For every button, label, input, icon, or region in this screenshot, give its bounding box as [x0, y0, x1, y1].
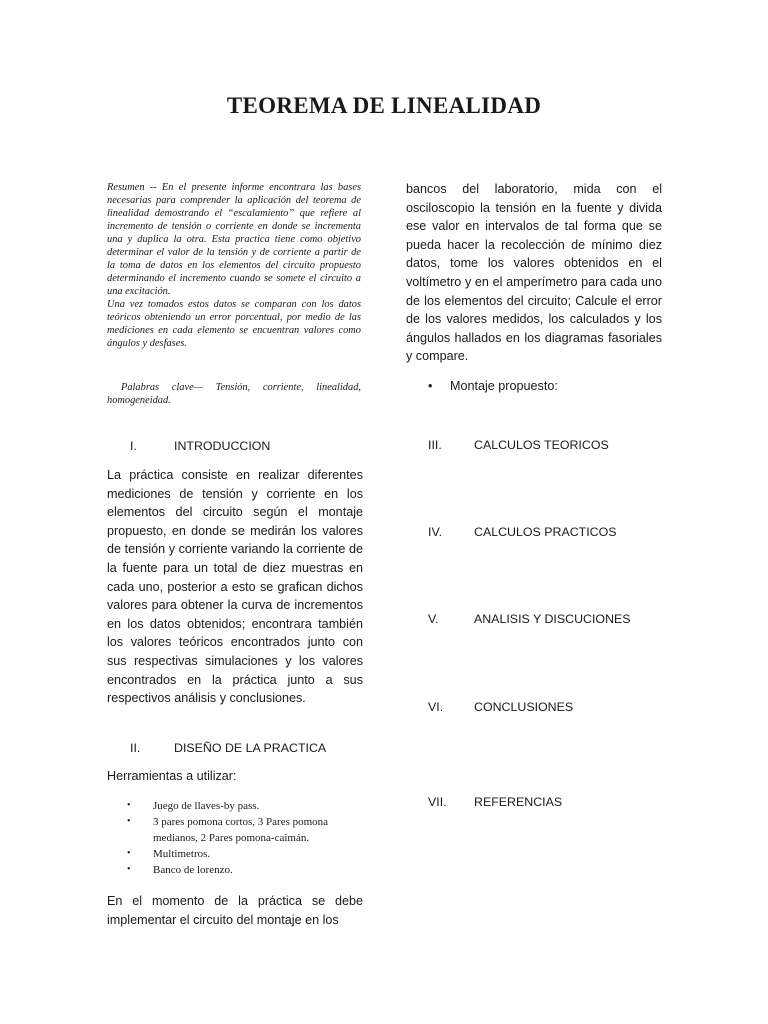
list-item — [107, 846, 363, 862]
section-number: VII. — [428, 795, 447, 809]
bullet-icon: • — [127, 864, 131, 875]
list-item-text: 3 pares pomona cortos, 3 Pares pomona medianos, 2 Pares pomona-caimán. — [153, 816, 329, 844]
abstract — [107, 181, 361, 350]
section-title: CALCULOS PRACTICOS — [474, 525, 617, 539]
paragraph: La práctica consiste en realizar diferentes mediciones de tensión y corriente en los elementos del circuito según el montaje propuesto, en donde se medirán los valores de tensión y corriente variando la corriente de la fuente para un total de diez muestras en cada uno, posterior a esto se grafican dichos valores para obtener la curva de incrementos en los datos obtenidos; encontrara también los valores teóricos encontrados junto con sus respectivas simulaciones y los valores encontrados en la práctica junto a sus respectivos análisis y conclusiones. — [107, 468, 363, 706]
bullet-icon: • — [127, 848, 131, 859]
paragraph: bancos del laboratorio, mida con el osciloscopio la tensión en la fuente y divida ese valor en intervalos de tal forma que se pueda hacer la recolección de mínimo diez datos, tome los valores obtenidos en el voltímetro y en el amperímetro para cada uno de los elementos del circuito; Calcule el error de los valores medidos, los calculados y los ángulos hallados en los diagramas fasoriales y compare. — [406, 182, 662, 364]
section-number: III. — [428, 438, 442, 452]
section-number: I. — [130, 439, 137, 453]
section-title: REFERENCIAS — [474, 795, 563, 809]
right-column-paragraph — [406, 180, 662, 366]
bullet-icon: • — [127, 800, 131, 811]
list-item — [107, 814, 363, 846]
section-title: INTRODUCCION — [174, 439, 271, 453]
section-number: VI. — [428, 700, 444, 714]
section-title: DISEÑO DE LA PRACTICA — [174, 741, 327, 755]
section-number: V. — [428, 612, 439, 626]
paragraph: En el momento de la práctica se debe implementar el circuito del montaje en los — [107, 894, 363, 927]
list-item — [107, 862, 363, 878]
list-item-text: Multimetros. — [153, 848, 211, 860]
keywords: Palabras clave— Tensión, corriente, linealidad, homogeneidad. — [107, 382, 361, 406]
bullet-icon: • — [428, 379, 433, 393]
bullet-icon: • — [127, 816, 131, 827]
intro-paragraph — [107, 466, 363, 708]
tools-list — [107, 798, 363, 878]
abstract-paragraph: Una vez tomados estos datos se comparan con los datos teóricos obteniendo un error porcentual, por medio de las mediciones en cada elemento se encuentran valores como ángulos y desfases. — [107, 299, 361, 349]
section-title: ANALISIS Y DISCUCIONES — [474, 612, 631, 626]
list-item — [107, 798, 363, 814]
abstract-paragraph: Resumen -- En el presente informe encontrara las bases necesarias para comprender la aplicación del teorema de linealidad demostrando el “escalamiento” que refiere al incremento de tensión o corriente en donde se incrementa una y duplica la otra. Esta practica tiene como objetivo determinar el valor de la tensión y de corriente a partir de la toma de datos en los elementos del circuito propuesto determinando el incremento cuando se somete el circuito a una excitación. — [107, 182, 361, 297]
document-title: TEOREMA DE LINEALIDAD — [226, 93, 542, 118]
section-number: II. — [130, 741, 141, 755]
section-title: CALCULOS TEORICOS — [474, 438, 609, 452]
list-item-text: Juego de llaves-by pass. — [153, 800, 260, 812]
practice-paragraph — [107, 892, 363, 929]
section-title: CONCLUSIONES — [474, 700, 574, 714]
montaje-label: Montaje propuesto: — [450, 379, 558, 393]
section-number: IV. — [428, 525, 443, 539]
list-item-text: Banco de lorenzo. — [153, 864, 233, 876]
tools-label: Herramientas a utilizar: — [107, 769, 237, 783]
